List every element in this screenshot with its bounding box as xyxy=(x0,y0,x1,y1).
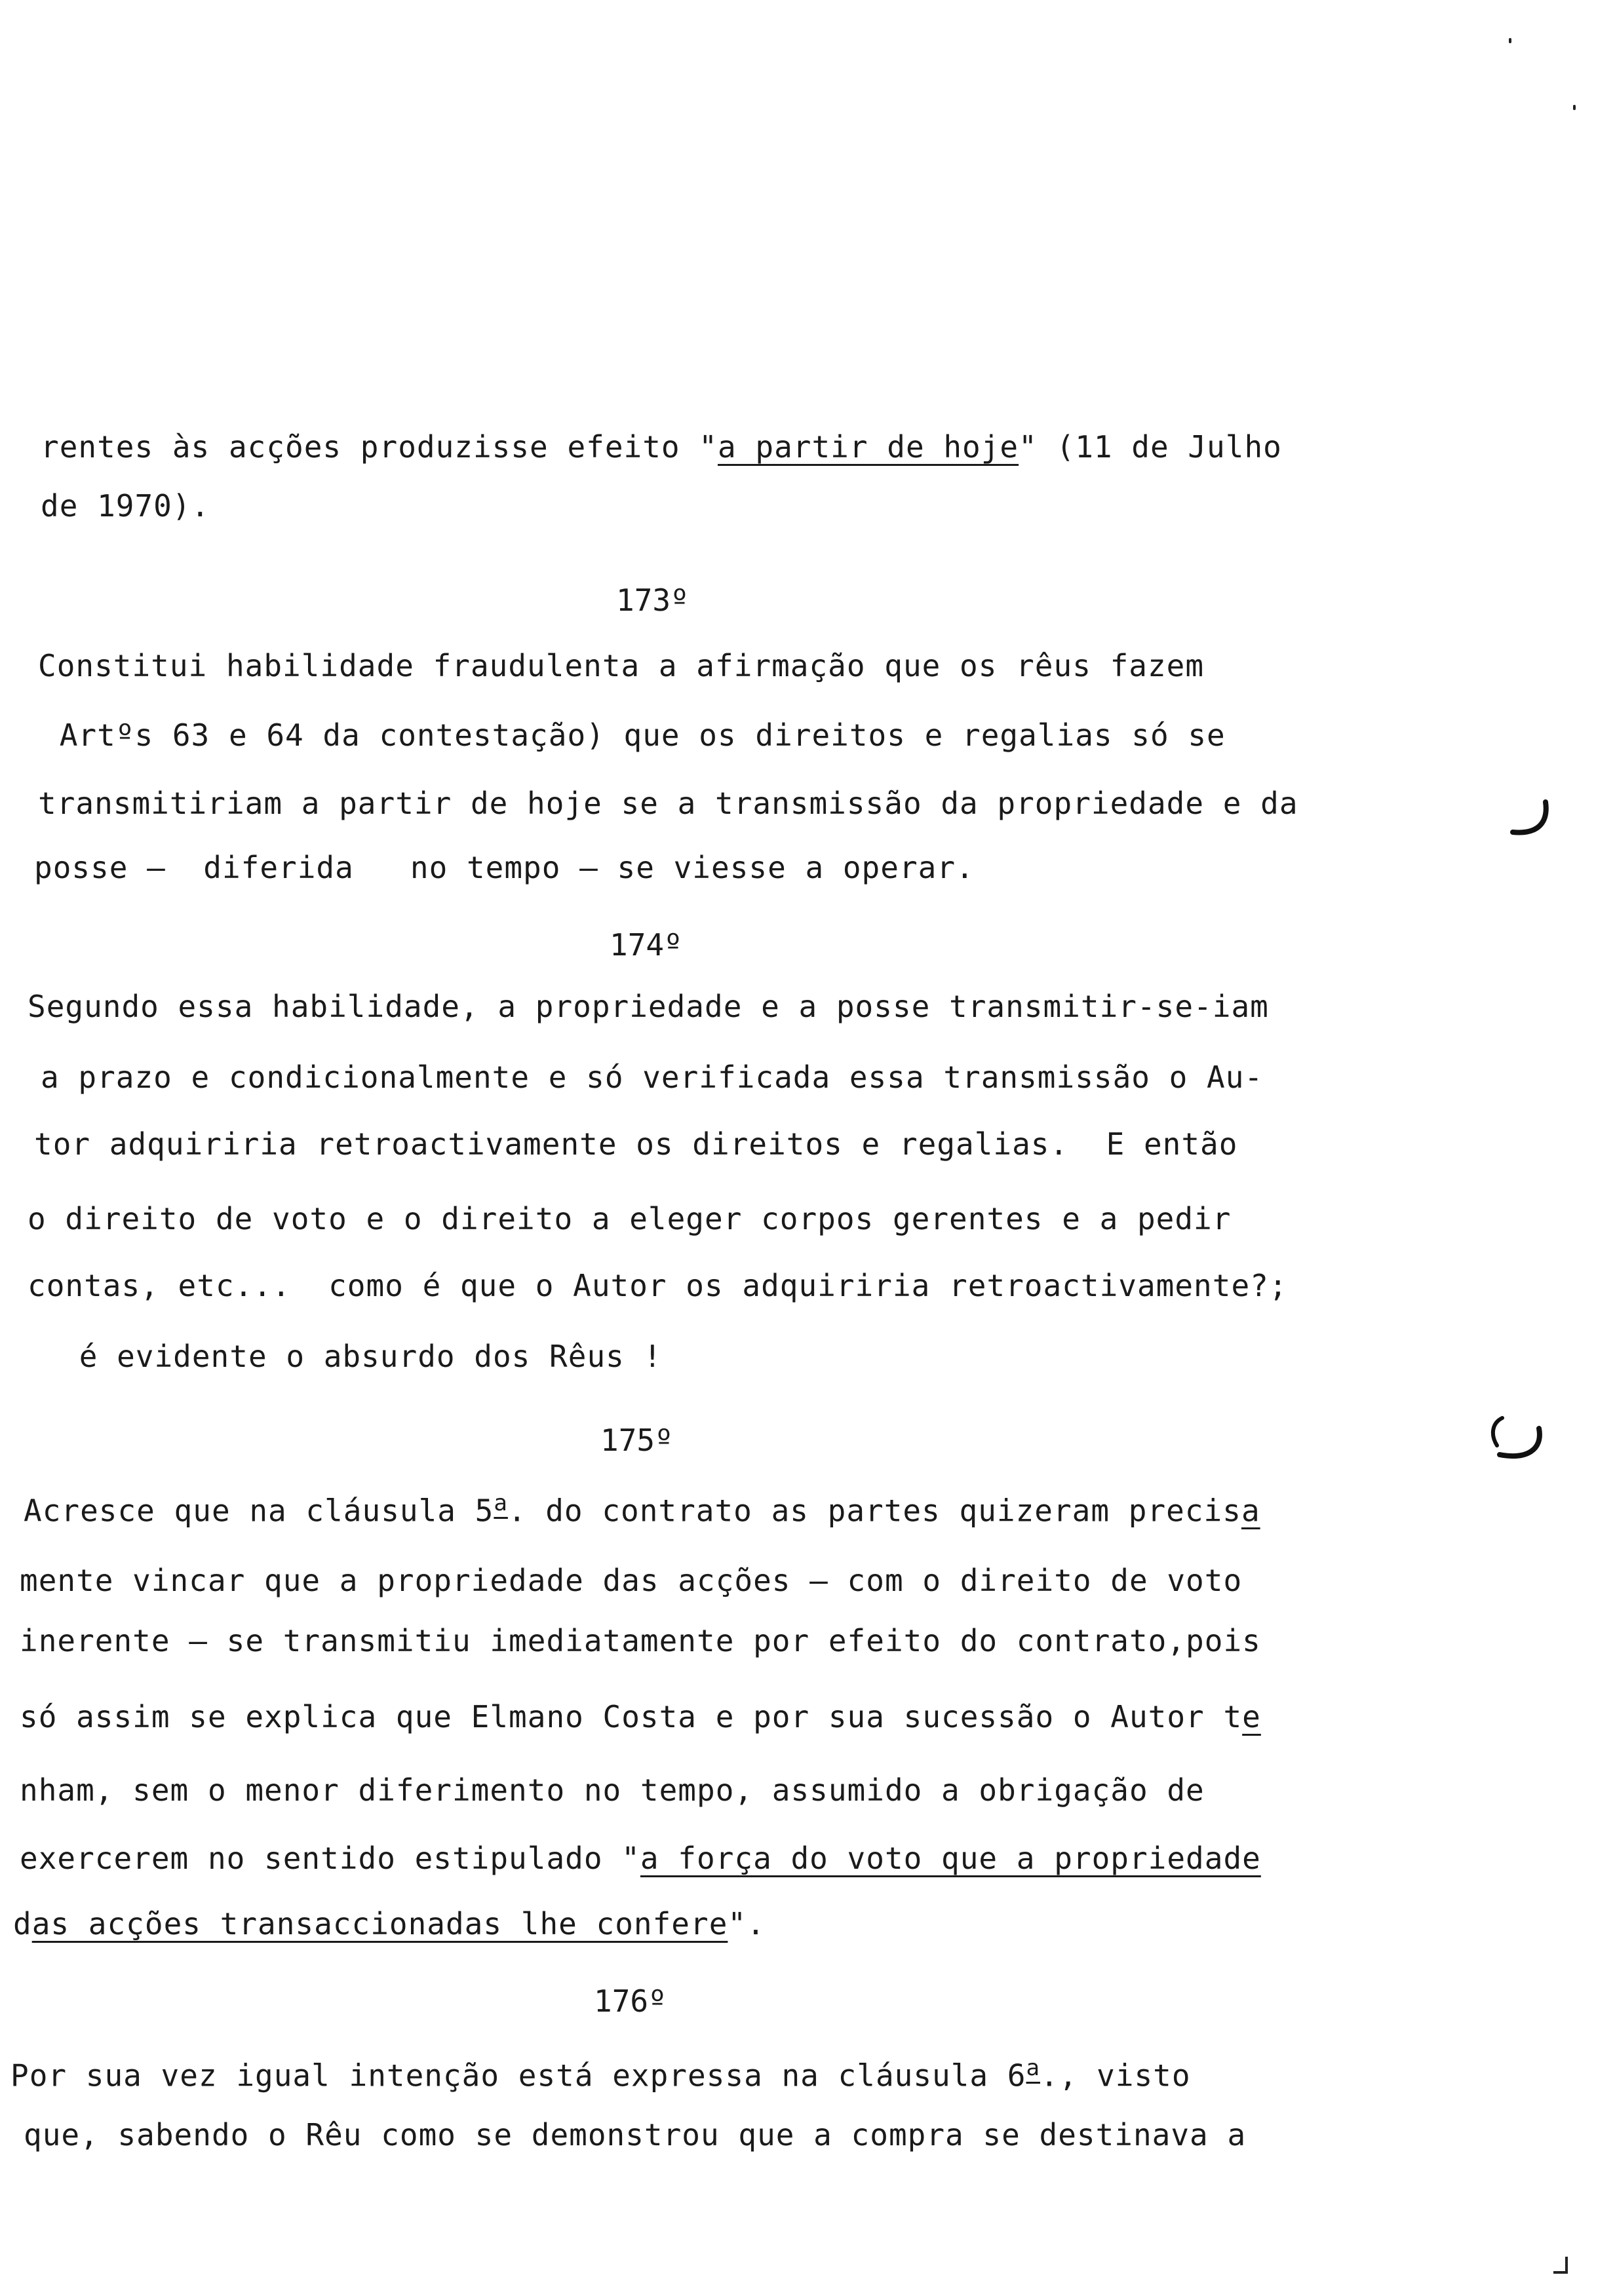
text-line: mente vincar que a propriedade das acções — com o direito de voto xyxy=(20,1563,1243,1598)
text-line: Segundo essa habilidade, a propriedade e a posse transmitir-se-iam xyxy=(28,989,1269,1024)
text-line: Artºs 63 e 64 da contestação) que os direitos e regalias só se xyxy=(41,718,1226,753)
text-line: tor adquiriria retroactivamente os direitos e regalias. E então xyxy=(34,1126,1238,1162)
text-line: Por sua vez igual intenção está expressa na cláusula 6$^a$., visto xyxy=(10,2055,1191,2094)
text-line: nham, sem o menor diferimento no tempo, assumido a obrigação de xyxy=(20,1772,1205,1808)
article-number: 176º xyxy=(594,1983,667,2019)
margin-check-mark xyxy=(1488,1411,1553,1470)
margin-speck xyxy=(1573,105,1576,110)
text-line: contas, etc... como é que o Autor os adquiriria retroactivamente?; xyxy=(28,1268,1288,1303)
article-number: 173º xyxy=(616,583,689,618)
text-line: é evidente o absurdo dos Rêus ! xyxy=(60,1339,663,1374)
text-line: a prazo e condicionalmente e só verificada essa transmissão o Au- xyxy=(41,1060,1264,1095)
text-line: de 1970). xyxy=(41,488,210,524)
text-line: Constitui habilidade fraudulenta a afirmação que os rêus fazem xyxy=(38,648,1205,683)
text-line: posse — diferida no tempo — se viesse a operar. xyxy=(34,850,975,885)
text-line: inerente — se transmitiu imediatamente por efeito do contrato,pois xyxy=(20,1623,1261,1658)
text-line: o direito de voto e o direito a eleger corpos gerentes e a pedir xyxy=(28,1201,1232,1236)
text-line: rentes às acções produzisse efeito "a partir de hoje" (11 de Julho xyxy=(41,429,1282,465)
article-number: 175º xyxy=(600,1423,673,1458)
margin-check-mark xyxy=(1508,794,1560,847)
text-line: Acresce que na cláusula 5$^a$. do contrato as partes quizeram precisa xyxy=(24,1490,1260,1529)
text-line: que, sabendo o Rêu como se demonstrou que a compra se destinava a xyxy=(24,2117,1247,2152)
text-line: exercerem no sentido estipulado "a força do voto que a propriedade xyxy=(20,1841,1261,1876)
article-number: 174º xyxy=(610,927,682,963)
text-line: das acções transaccionadas lhe confere". xyxy=(13,1906,766,1942)
margin-speck xyxy=(1509,38,1511,43)
text-line: transmitiriam a partir de hoje se a transmissão da propriedade e da xyxy=(38,786,1298,821)
corner-tick xyxy=(1547,2254,1573,2280)
text-line: só assim se explica que Elmano Costa e por sua sucessão o Autor te xyxy=(20,1699,1261,1734)
